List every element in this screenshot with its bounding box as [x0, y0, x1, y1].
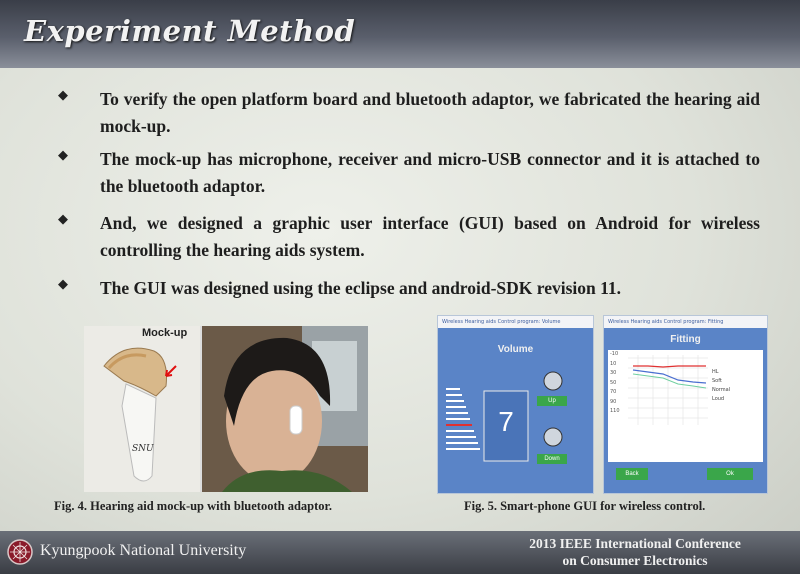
university-name: Kyungpook National University	[40, 542, 247, 559]
footer-bar	[0, 531, 800, 574]
volume-graphics	[438, 316, 593, 493]
diamond-bullet-icon: ◆	[58, 148, 68, 163]
volume-down-button[interactable]: Down	[537, 454, 567, 464]
figure-5-caption: Fig. 5. Smart-phone GUI for wireless control.	[464, 499, 706, 513]
conference-line-1: 2013 IEEE International Conference	[529, 536, 741, 551]
volume-screen	[437, 315, 594, 494]
bullet-text: The mock-up has microphone, receiver and micro-USB connector and it is attached to the bluetooth adaptor.	[100, 149, 760, 196]
title-bar	[0, 0, 800, 68]
bullet-text: To verify the open platform board and bluetooth adaptor, we fabricated the hearing aid mock-up.	[100, 89, 760, 136]
fitting-screen	[603, 315, 768, 494]
mockup-photo	[84, 326, 200, 492]
university-seal-icon	[6, 538, 34, 566]
diamond-bullet-icon: ◆	[58, 88, 68, 103]
audiogram-plot	[608, 350, 763, 462]
audiogram-y-ticks: -10 10 30 50 70 90 110	[610, 351, 620, 414]
bullet-text: The GUI was designed using the eclipse and android-SDK revision 11.	[100, 278, 622, 298]
fitting-heading: Fitting	[670, 334, 701, 345]
volume-up-button[interactable]: Up	[537, 396, 567, 406]
conference-line-2: on Consumer Electronics	[562, 553, 708, 568]
volume-value: 7	[498, 406, 514, 437]
device-label: SNU	[132, 444, 154, 454]
hearing-aid-mockup-image	[84, 326, 200, 492]
mockup-label: Mock-up	[142, 327, 188, 339]
volume-titlebar: Wireless Hearing aids Control program: Volume	[438, 316, 593, 328]
fitting-titlebar: Wireless Hearing aids Control program: Fitting	[604, 316, 767, 328]
person-image	[202, 326, 368, 492]
speaker-up-icon	[544, 372, 562, 390]
figure-4-photo	[84, 326, 368, 492]
bullet-text: And, we designed a graphic user interface (GUI) based on Android for wireless controlling the hearing aids system.	[100, 213, 760, 260]
diamond-bullet-icon: ◆	[58, 212, 68, 227]
volume-level-bars	[446, 388, 480, 450]
audiogram-panel	[608, 350, 763, 462]
slide-title: Experiment Method	[24, 14, 356, 48]
conference-name	[490, 535, 780, 569]
volume-heading: Volume	[497, 344, 534, 355]
speaker-down-icon	[544, 428, 562, 446]
fitting-ok-button[interactable]: Ok	[707, 468, 753, 480]
person-wearing-device-photo	[202, 326, 368, 492]
figure-4-caption: Fig. 4. Hearing aid mock-up with bluetooth adaptor.	[54, 499, 333, 513]
diamond-bullet-icon: ◆	[58, 277, 68, 292]
fitting-back-button[interactable]: Back	[616, 468, 648, 480]
audiogram-legend: HL Soft Normal Loud	[712, 369, 731, 402]
